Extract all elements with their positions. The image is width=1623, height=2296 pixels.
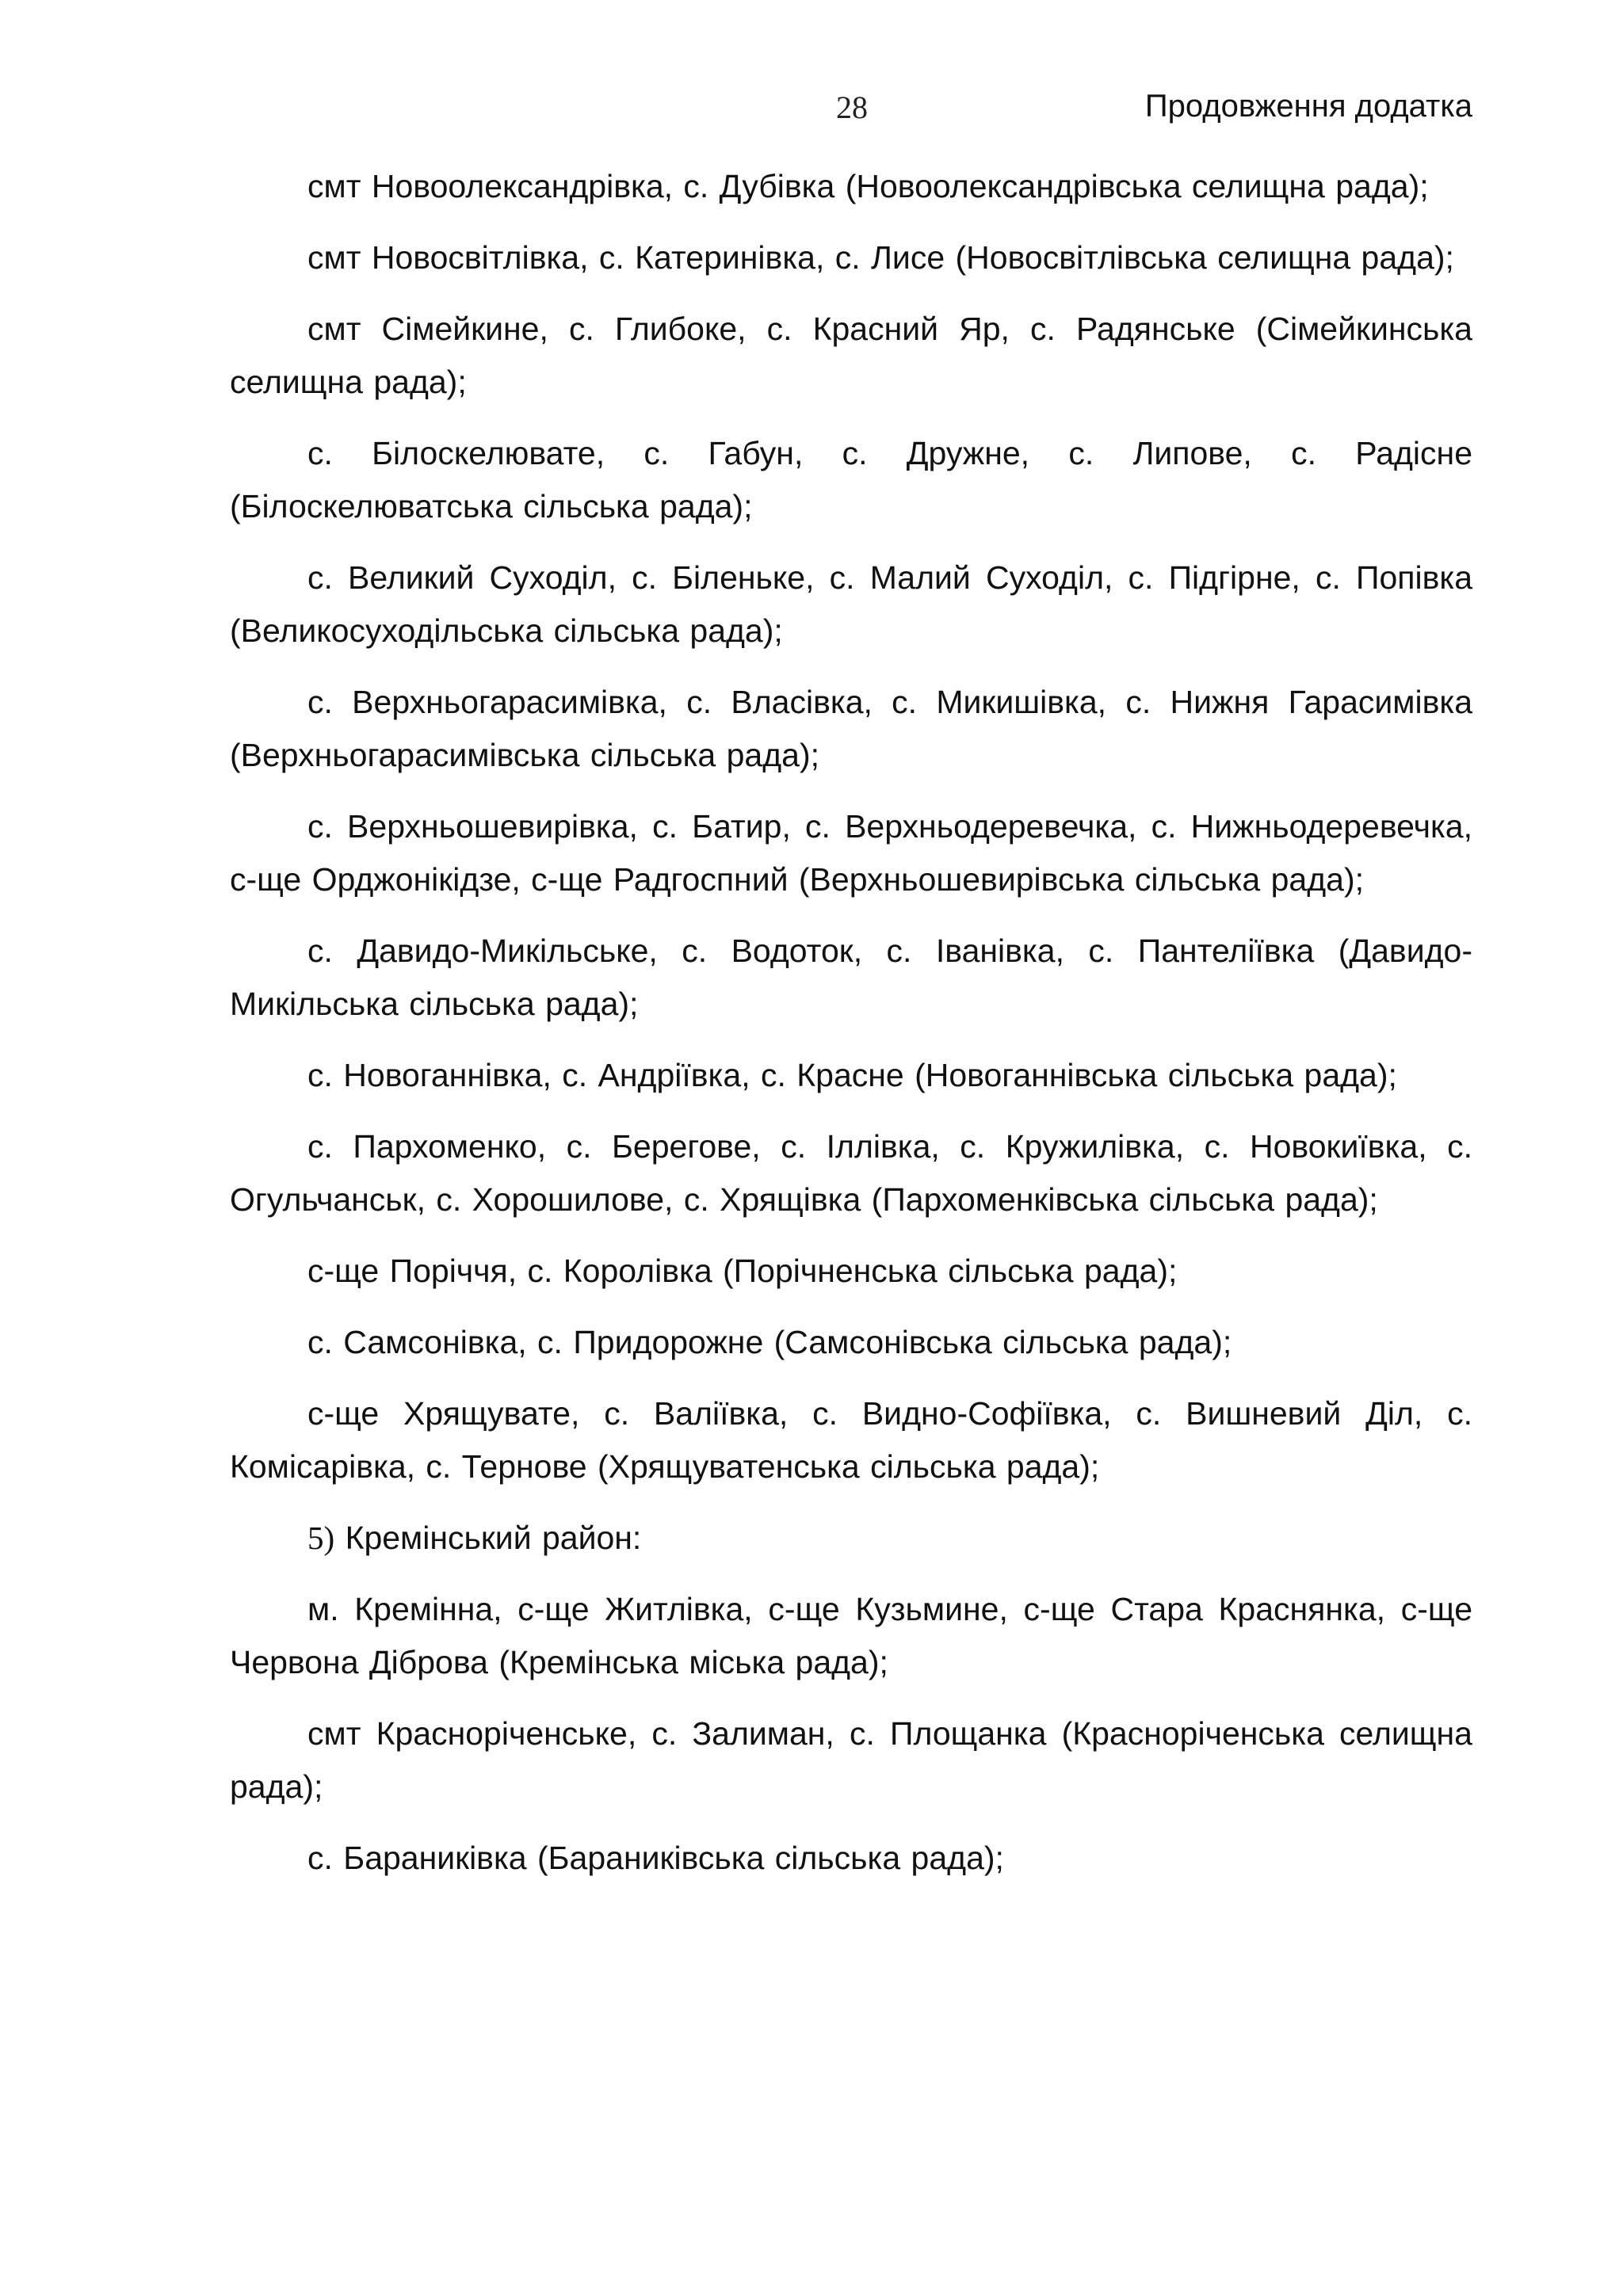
district-name: Кремінський район: — [345, 1520, 642, 1556]
paragraph: м. Кремінна, с-ще Житлівка, с-ще Кузьмине, с-ще Стара Краснянка, с-ще Червона Діброва (Кремінська міська рада); — [230, 1591, 1472, 1680]
district-number: 5) — [307, 1520, 335, 1556]
paragraph: с. Новоганнівка, с. Андріївка, с. Красне (Новоганнівська сільська рада); — [307, 1057, 1397, 1093]
paragraph: с. Давидо-Микільське, с. Водоток, с. Іванівка, с. Пантеліївка (Давидо-Микільська сільська рада); — [230, 933, 1472, 1022]
paragraph: с. Самсонівка, с. Придорожне (Самсонівська сільська рада); — [307, 1324, 1232, 1360]
page-number: 28 — [836, 90, 868, 125]
document-body — [230, 160, 1472, 1903]
paragraph: с. Великий Суходіл, с. Біленьке, с. Малий Суходіл, с. Підгірне, с. Попівка (Великосуходільська сільська рада); — [230, 559, 1472, 649]
paragraph: с. Верхньогарасимівка, с. Власівка, с. Микишівка, с. Нижня Гарасимівка (Верхньогарасимівська сільська рада); — [230, 684, 1472, 773]
paragraph: смт Красноріченське, с. Залиман, с. Площанка (Красноріченська селищна рада); — [230, 1715, 1472, 1805]
paragraph: смт Новосвітлівка, с. Катеринівка, с. Лисе (Новосвітлівська селищна рада); — [307, 239, 1454, 276]
paragraph: с. Бараниківка (Бараниківська сільська рада); — [307, 1840, 1004, 1876]
district-heading — [230, 1512, 1472, 1565]
paragraph: смт Новоолександрівка, с. Дубівка (Новоолександрівська селищна рада); — [307, 168, 1429, 204]
paragraph: с-ще Поріччя, с. Королівка (Порічненська сільська рада); — [307, 1253, 1178, 1289]
paragraph: с-ще Хрящувате, с. Валіївка, с. Видно-Софіївка, с. Вишневий Діл, с. Комісарівка, с. Тернове (Хрящуватенська сільська рада); — [230, 1395, 1472, 1485]
paragraph: с. Пархоменко, с. Берегове, с. Іллівка, с. Кружилівка, с. Новокиївка, с. Огульчанськ, с. Хорошилове, с. Хрящівка (Пархоменківська сільська рада); — [230, 1128, 1472, 1218]
page-header — [230, 89, 1472, 136]
paragraph: с. Верхньошевирівка, с. Батир, с. Верхньодеревечка, с. Нижньодеревечка, с-ще Орджонікідзе, с-ще Радгоспний (Верхньошевирівська сільська рада); — [230, 808, 1472, 898]
continuation-title: Продовження додатка — [1144, 89, 1472, 124]
paragraph: с. Білоскелювате, с. Габун, с. Дружне, с. Липове, с. Радісне (Білоскелюватська сільська рада); — [230, 435, 1472, 524]
paragraph: смт Сімейкине, с. Глибоке, с. Красний Яр, с. Радянське (Сімейкинська селищна рада); — [230, 311, 1472, 400]
